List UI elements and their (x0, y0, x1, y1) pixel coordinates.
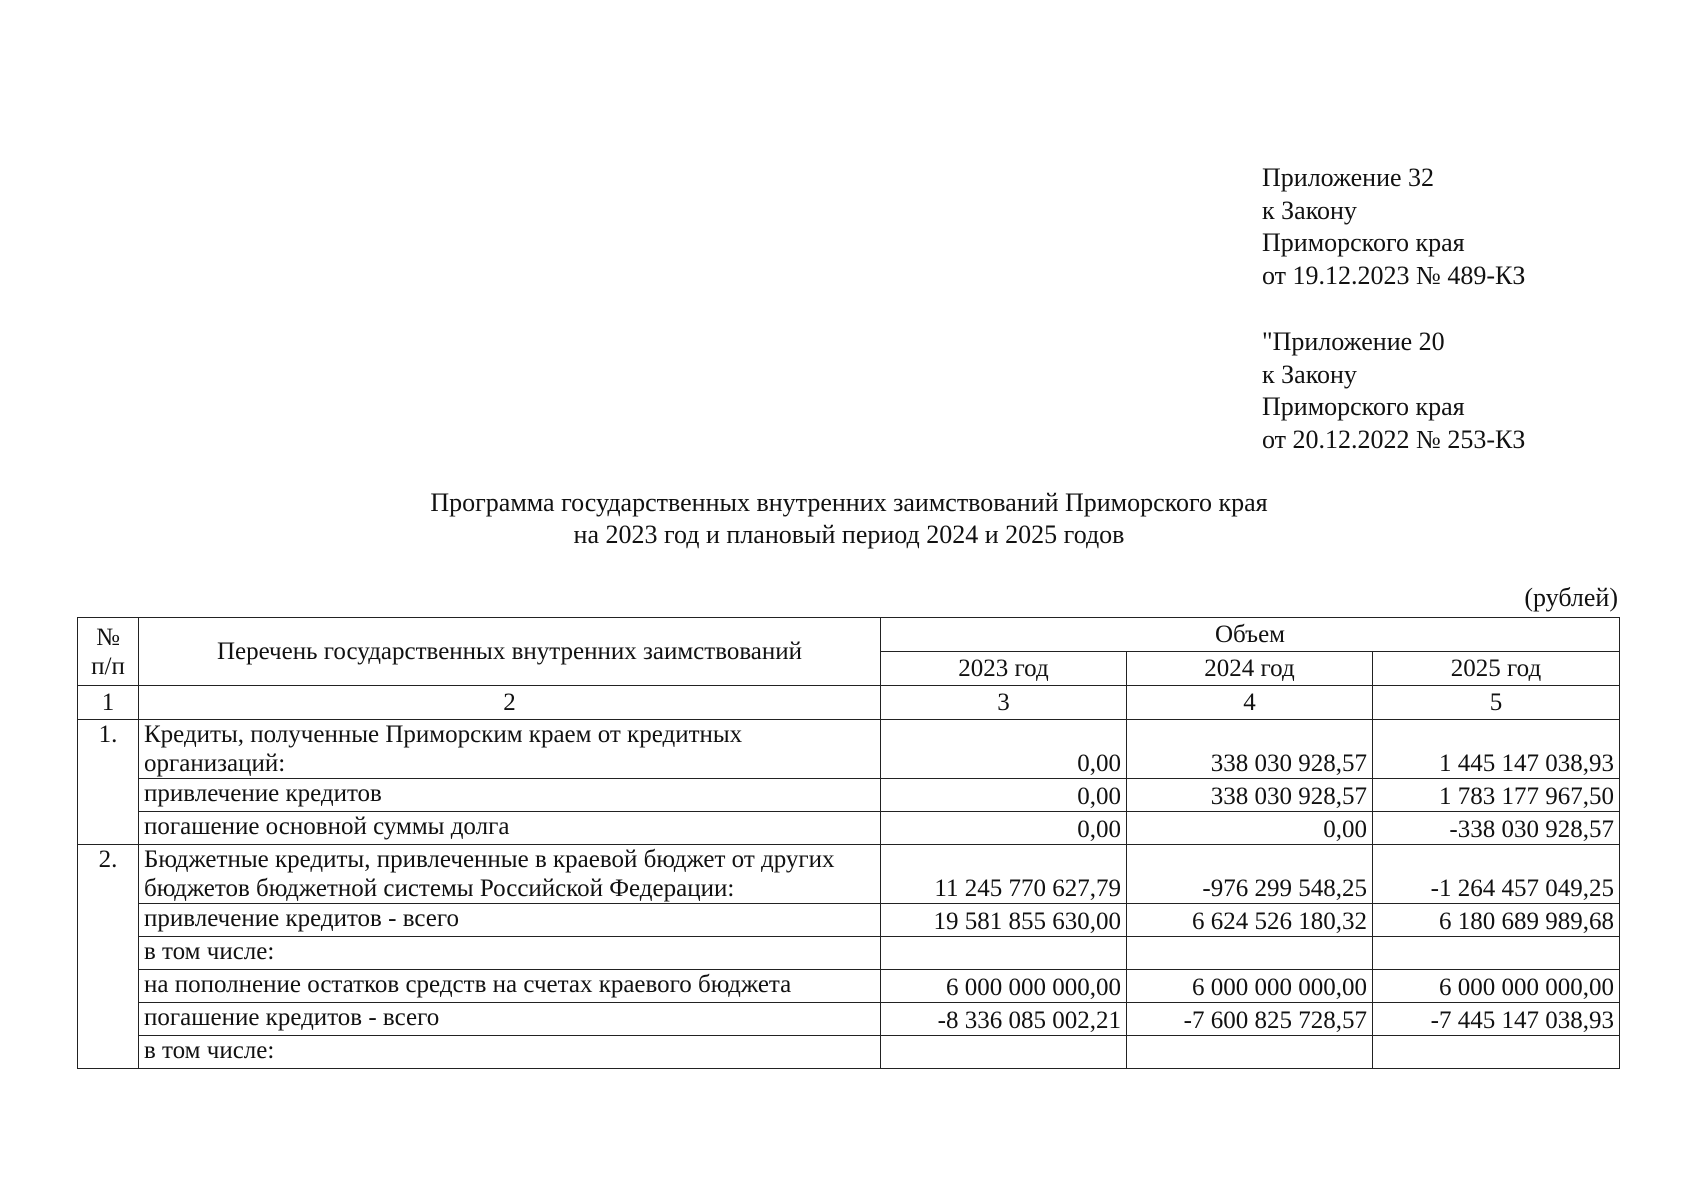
appendix-previous-line-3: Приморского края (1262, 392, 1465, 421)
row-description: погашение кредитов - всего (139, 1003, 881, 1036)
value-2023 (881, 937, 1127, 970)
table-row (78, 812, 1620, 845)
document-title-line-2: на 2023 год и плановый период 2024 и 2025 годов (573, 520, 1125, 549)
appendix-current-reference (1262, 162, 1525, 292)
document-title-line-1: Программа государственных внутренних заимствований Приморского края (430, 488, 1268, 517)
column-number-3: 3 (881, 686, 1127, 720)
row-index: 2. (78, 845, 139, 1069)
table-row (78, 970, 1620, 1003)
appendix-current-line-1: Приложение 32 (1262, 163, 1435, 192)
appendix-previous-line-1: "Приложение 20 (1262, 327, 1445, 356)
value-2023: 19 581 855 630,00 (881, 904, 1127, 937)
value-2024 (1127, 937, 1373, 970)
table-row (78, 779, 1620, 812)
row-description: Бюджетные кредиты, привлеченные в краевой бюджет от других бюджетов бюджетной системы Российской Федерации: (139, 845, 881, 904)
table-row (78, 1003, 1620, 1036)
value-2025: -338 030 928,57 (1373, 812, 1620, 845)
row-index: 1. (78, 720, 139, 845)
units-label: (рублей) (1524, 583, 1618, 612)
borrowing-program-table (77, 617, 1620, 1069)
table-row (78, 1036, 1620, 1069)
appendix-current-line-4: от 19.12.2023 № 489-КЗ (1262, 260, 1526, 290)
value-2024: 338 030 928,57 (1127, 720, 1373, 779)
value-2025: -7 445 147 038,93 (1373, 1003, 1620, 1036)
row-description: в том числе: (139, 937, 881, 970)
row-description: в том числе: (139, 1036, 881, 1069)
value-2024: 6 000 000 000,00 (1127, 970, 1373, 1003)
document-title (0, 487, 1698, 551)
value-2024: 338 030 928,57 (1127, 779, 1373, 812)
value-2023: 0,00 (881, 720, 1127, 779)
value-2023: 6 000 000 000,00 (881, 970, 1127, 1003)
row-description: на пополнение остатков средств на счетах краевого бюджета (139, 970, 881, 1003)
appendix-previous-reference (1262, 326, 1525, 456)
table-row (78, 720, 1620, 779)
value-2025: 1 783 177 967,50 (1373, 779, 1620, 812)
row-description: погашение основной суммы долга (139, 812, 881, 845)
value-2025 (1373, 937, 1620, 970)
header-row-1 (78, 618, 1620, 652)
header-2025: 2025 год (1373, 652, 1620, 686)
value-2024: -7 600 825 728,57 (1127, 1003, 1373, 1036)
table-row (78, 937, 1620, 970)
value-2024: 0,00 (1127, 812, 1373, 845)
header-volume: Объем (881, 618, 1620, 652)
column-number-4: 4 (1127, 686, 1373, 720)
value-2025: 6 000 000 000,00 (1373, 970, 1620, 1003)
table-row (78, 904, 1620, 937)
appendix-previous-line-4: от 20.12.2022 № 253-КЗ (1262, 424, 1526, 454)
header-2023: 2023 год (881, 652, 1127, 686)
value-2025 (1373, 1036, 1620, 1069)
value-2023: 0,00 (881, 812, 1127, 845)
value-2023: -8 336 085 002,21 (881, 1003, 1127, 1036)
row-description: привлечение кредитов - всего (139, 904, 881, 937)
row-description: привлечение кредитов (139, 779, 881, 812)
column-number-5: 5 (1373, 686, 1620, 720)
header-borrowing-list: Перечень государственных внутренних заимствований (139, 618, 881, 686)
table-row (78, 845, 1620, 904)
value-2024 (1127, 1036, 1373, 1069)
value-2023: 11 245 770 627,79 (881, 845, 1127, 904)
column-number-2: 2 (139, 686, 881, 720)
value-2023: 0,00 (881, 779, 1127, 812)
value-2025: 6 180 689 989,68 (1373, 904, 1620, 937)
appendix-current-line-2: к Закону (1262, 195, 1357, 225)
value-2025: -1 264 457 049,25 (1373, 845, 1620, 904)
value-2025: 1 445 147 038,93 (1373, 720, 1620, 779)
value-2024: -976 299 548,25 (1127, 845, 1373, 904)
column-number-row (78, 686, 1620, 720)
header-2024: 2024 год (1127, 652, 1373, 686)
value-2023 (881, 1036, 1127, 1069)
appendix-previous-line-2: к Закону (1262, 359, 1357, 389)
column-number-1: 1 (78, 686, 139, 720)
header-num: № п/п (78, 618, 139, 686)
appendix-current-line-3: Приморского края (1262, 228, 1465, 257)
value-2024: 6 624 526 180,32 (1127, 904, 1373, 937)
row-description: Кредиты, полученные Приморским краем от кредитных организаций: (139, 720, 881, 779)
